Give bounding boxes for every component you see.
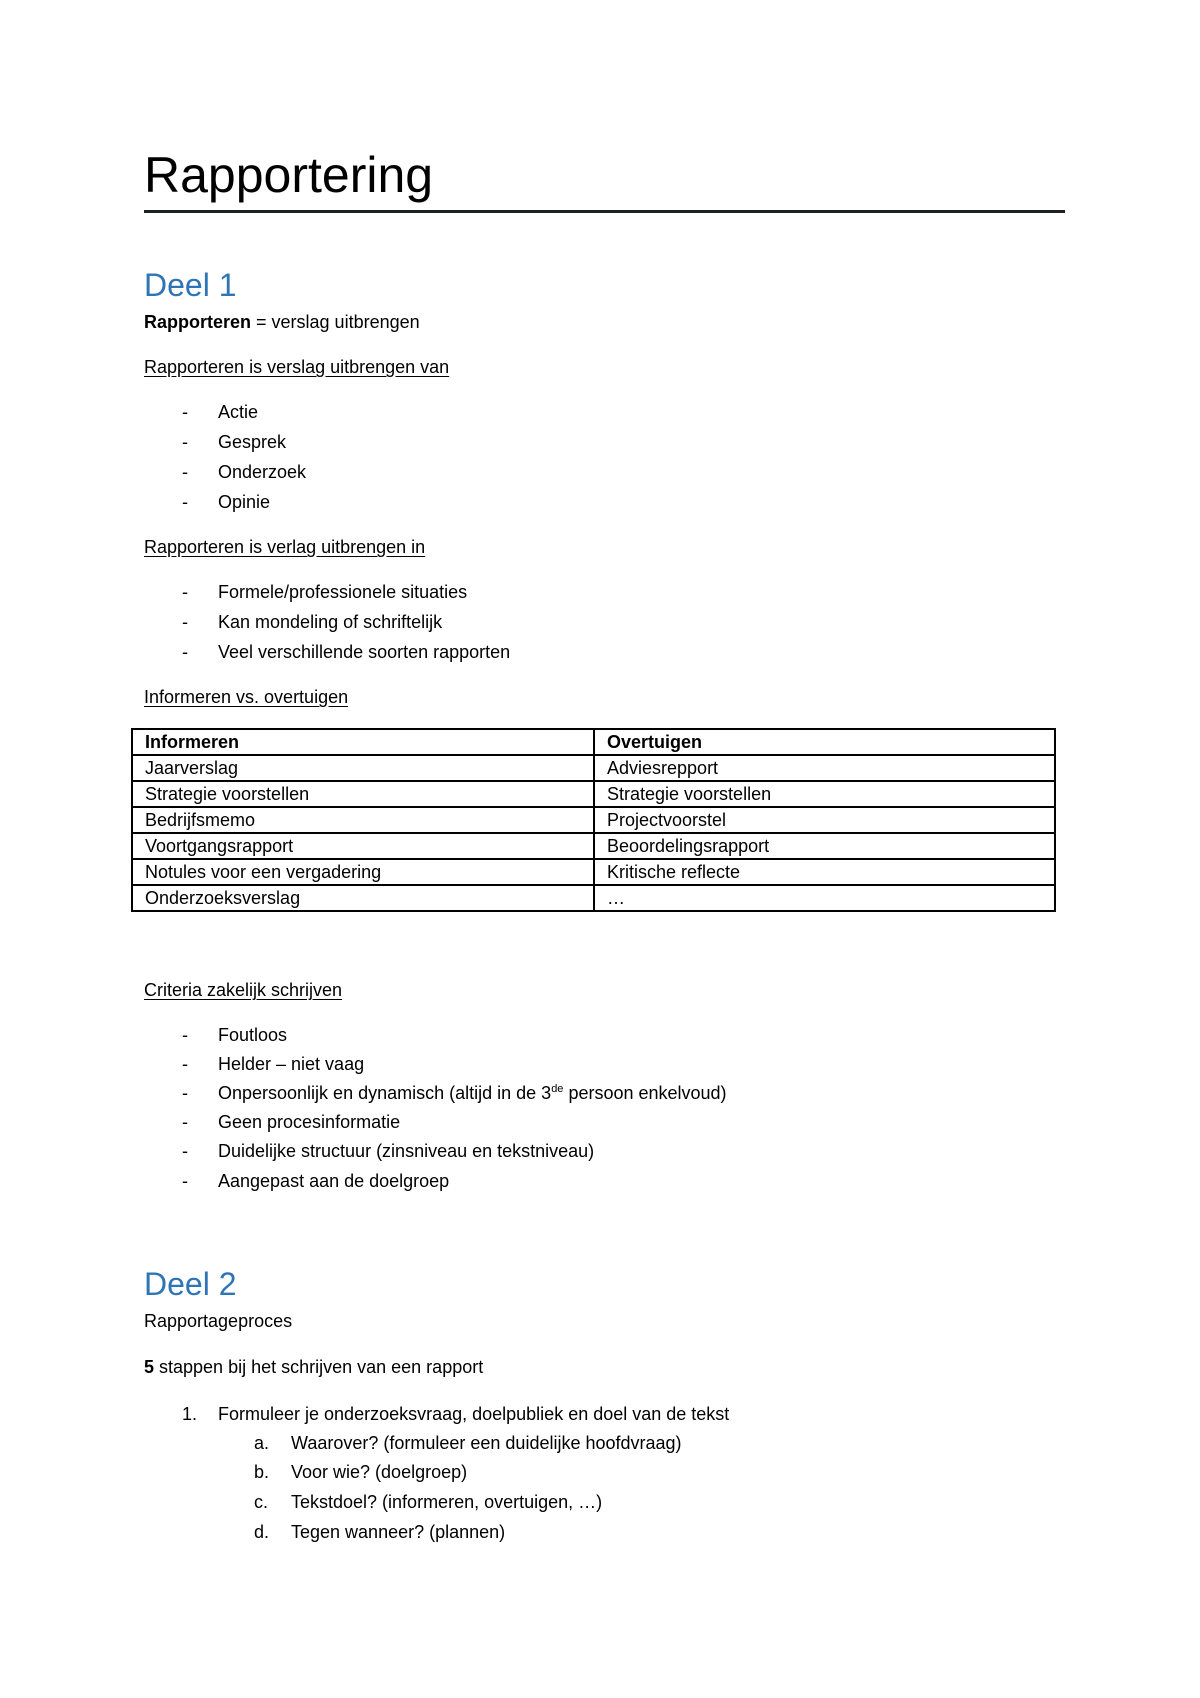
substep-item: Tekstdoel? (informeren, overtuigen, …) — [291, 1492, 603, 1512]
list-item: Opinie — [218, 492, 271, 512]
list-item-text: Onpersoonlijk en dynamisch (altijd in de 3 — [218, 1083, 552, 1103]
list-item: Onderzoek — [218, 462, 307, 482]
table-row — [132, 755, 1055, 781]
definition-text: = verslag uitbrengen — [251, 312, 420, 332]
substep-label: c. — [254, 1492, 269, 1512]
section-heading-deel-2: Deel 2 — [144, 1266, 237, 1302]
table-cell: Adviesrepport — [594, 755, 1055, 781]
table-cell: Kritische reflecte — [594, 859, 1055, 885]
bullet-dash: - — [182, 642, 188, 662]
table-cell: Bedrijfsmemo — [132, 807, 594, 833]
comparison-table — [131, 728, 1056, 912]
table-cell: Voortgangsrapport — [132, 833, 594, 859]
list-item: Veel verschillende soorten rapporten — [218, 642, 511, 662]
table-cell: Strategie voorstellen — [132, 781, 594, 807]
table-row — [132, 833, 1055, 859]
table-row — [132, 807, 1055, 833]
list-item: Geen procesinformatie — [218, 1112, 401, 1132]
section-heading-deel-1: Deel 1 — [144, 267, 237, 303]
bullet-dash: - — [182, 432, 188, 452]
list-item: Aangepast aan de doelgroep — [218, 1171, 450, 1191]
bullet-dash: - — [182, 1083, 188, 1103]
bullet-dash: - — [182, 1171, 188, 1191]
table-cell: Onderzoeksverslag — [132, 885, 594, 911]
steps-intro — [144, 1356, 483, 1378]
bullet-dash: - — [182, 582, 188, 602]
list-item: Duidelijke structuur (zinsniveau en tekstniveau) — [218, 1141, 595, 1161]
substep-label: a. — [254, 1433, 270, 1453]
step-item: Formuleer je onderzoeksvraag, doelpubliek en doel van de tekst — [218, 1404, 730, 1424]
table-header-cell: Informeren — [132, 729, 594, 755]
table-cell: Jaarverslag — [132, 755, 594, 781]
definition-line — [144, 311, 420, 333]
table-row — [132, 781, 1055, 807]
table-row — [132, 885, 1055, 911]
substep-item: Tegen wanneer? (plannen) — [291, 1522, 506, 1542]
table-row — [132, 859, 1055, 885]
substep-label: d. — [254, 1522, 270, 1542]
list-heading-verslag-van: Rapporteren is verslag uitbrengen van — [144, 357, 450, 377]
bullet-dash: - — [182, 402, 188, 422]
list-item-text-tail: persoon enkelvoud) — [563, 1083, 727, 1103]
bullet-dash: - — [182, 1025, 188, 1045]
bullet-dash: - — [182, 612, 188, 632]
table-cell: Strategie voorstellen — [594, 781, 1055, 807]
table-cell: Notules voor een vergadering — [132, 859, 594, 885]
ordinal-superscript: de — [551, 1083, 564, 1095]
list-item: Foutloos — [218, 1025, 288, 1045]
list-item: Helder – niet vaag — [218, 1054, 365, 1074]
list-heading-verslag-in: Rapporteren is verlag uitbrengen in — [144, 537, 426, 557]
list-item: Gesprek — [218, 432, 287, 452]
table-cell: Projectvoorstel — [594, 807, 1055, 833]
table-cell: Beoordelingsrapport — [594, 833, 1055, 859]
list-item: Actie — [218, 402, 259, 422]
bullet-dash: - — [182, 492, 188, 512]
bullet-dash: - — [182, 1112, 188, 1132]
bullet-dash: - — [182, 462, 188, 482]
criteria-heading: Criteria zakelijk schrijven — [144, 980, 343, 1000]
table-heading: Informeren vs. overtuigen — [144, 687, 349, 707]
table-cell: … — [594, 885, 1055, 911]
definition-term: Rapporteren — [144, 312, 252, 332]
steps-count: 5 — [144, 1357, 155, 1377]
list-item: Kan mondeling of schriftelijk — [218, 612, 443, 632]
table-header-cell: Overtuigen — [594, 729, 1055, 755]
list-item — [218, 1082, 727, 1104]
page-title: Rapportering — [144, 147, 434, 203]
bullet-dash: - — [182, 1054, 188, 1074]
list-item: Formele/professionele situaties — [218, 582, 468, 602]
step-number: 1. — [182, 1404, 198, 1424]
title-underline-rule — [144, 210, 1065, 213]
bullet-dash: - — [182, 1141, 188, 1161]
substep-item: Voor wie? (doelgroep) — [291, 1462, 468, 1482]
table-header-row — [132, 729, 1055, 755]
substep-item: Waarover? (formuleer een duidelijke hoofdvraag) — [291, 1433, 682, 1453]
steps-intro-text: stappen bij het schrijven van een rapport — [154, 1357, 484, 1377]
substep-label: b. — [254, 1462, 270, 1482]
section-subtitle: Rapportageproces — [144, 1311, 293, 1331]
